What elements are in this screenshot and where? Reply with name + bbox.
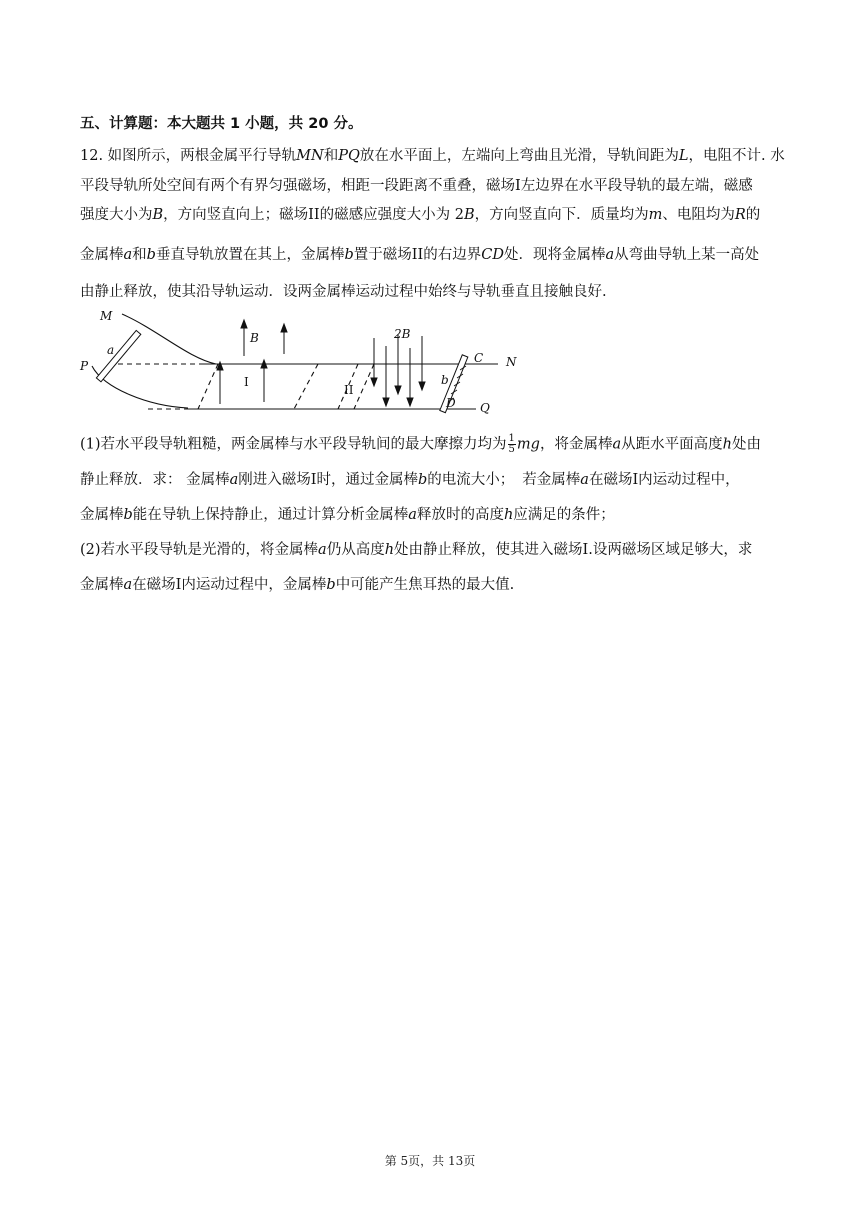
boundary-II-mid: [354, 364, 374, 409]
label-a: a: [107, 343, 115, 357]
rod-a: [96, 330, 140, 381]
page-footer: 第 5页，共 13页: [384, 1154, 476, 1168]
problem-line-5: 由静止释放，使其沿导轨运动．设两金属棒运动过程中始终与导轨垂直且接触良好.: [80, 284, 607, 300]
question-1-line-3: 金属棒b能在导轨上保持静止，通过计算分析金属棒a释放时的高度h应满足的条件；: [80, 507, 615, 523]
label-I: I: [244, 375, 249, 389]
fraction-one-fifth: $\frac{1}{5}$: [508, 433, 515, 455]
problem-line-3: 强度大小为B，方向竖直向上；磁场II的磁感应强度大小为 2B，方向竖直向下．质量均为m、电阻均为R的: [80, 207, 761, 223]
label-Q: Q: [480, 401, 490, 415]
question-1-line-1: (1)若水平段导轨粗糙，两金属棒与水平段导轨间的最大摩擦力均为 $\frac{1}{5}$ mg，将金属棒a从距水平面高度h处由: [80, 433, 761, 455]
label-II: II: [344, 383, 354, 397]
rail-diagram: [78, 308, 518, 420]
problem-line-4: 金属棒a和b垂直导轨放置在其上，金属棒b置于磁场II的右边界CD处．现将金属棒a从弯曲导轨上某一高处: [80, 247, 760, 263]
label-2B: 2B: [394, 327, 411, 341]
question-2-line-2: 金属棒a在磁场I内运动过程中，金属棒b中可能产生焦耳热的最大值.: [80, 577, 515, 593]
label-C: C: [474, 351, 484, 365]
label-B: B: [250, 331, 259, 345]
label-D: D: [446, 396, 456, 410]
question-2-line-1: (2)若水平段导轨是光滑的，将金属棒a仍从高度h处由静止释放，使其进入磁场I.设两磁场区域足够大，求: [80, 542, 753, 558]
boundary-I-left: [198, 364, 218, 409]
problem-line-2: 平段导轨所处空间有两个有界匀强磁场，相距一段距离不重叠，磁场I左边界在水平段导轨的最左端，磁感: [80, 178, 753, 194]
boundary-I-right: [294, 364, 318, 409]
label-N: N: [506, 355, 517, 369]
question-1-line-2: 静止释放．求： 金属棒a刚进入磁场I时，通过金属棒b的电流大小； 若金属棒a在磁场I内运动过程中，: [80, 472, 740, 488]
label-M: M: [100, 309, 113, 323]
label-b: b: [441, 373, 449, 387]
problem-line-1: 12. 如图所示，两根金属平行导轨MN和PQ放在水平面上，左端向上弯曲且光滑，导轨间距为L，电阻不计. 水: [80, 148, 785, 164]
section-title: 五、计算题：本大题共 1 小题，共 20 分。: [80, 116, 363, 132]
label-P: P: [80, 359, 89, 373]
